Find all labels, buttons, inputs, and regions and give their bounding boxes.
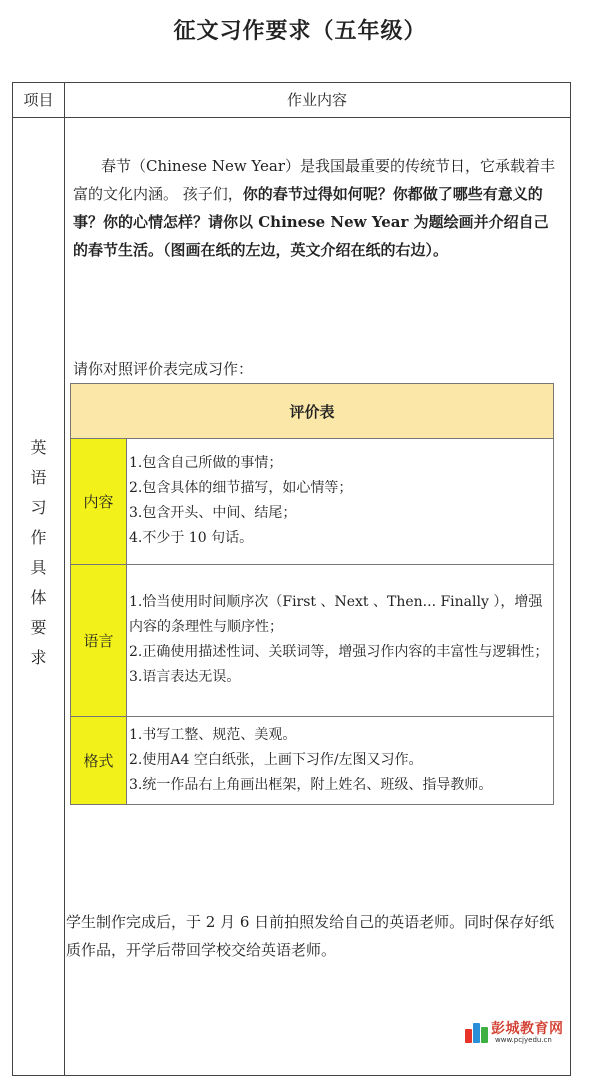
page-title: 征文习作要求（五年级） xyxy=(173,19,427,44)
side-label-char: 英 xyxy=(30,438,47,457)
criteria-list xyxy=(127,439,554,565)
criterion: 3.语言表达无误。 xyxy=(129,669,241,685)
criterion: 1.书写工整、规范、美观。 xyxy=(129,726,297,743)
instruction-text: 请你对照评价表完成习作： xyxy=(73,360,254,378)
side-label-char: 语 xyxy=(30,468,47,487)
category-language: 语言 xyxy=(71,565,127,717)
criterion: 1.恰当使用时间顺序次（First 、Next 、Then... Finally ），增强内容的条理性与顺序性； xyxy=(129,594,543,635)
requirements-table xyxy=(12,82,571,1076)
site-logo xyxy=(465,1017,573,1047)
criterion: 4.不少于 10 句话。 xyxy=(129,530,254,546)
side-label-char: 习 xyxy=(30,498,47,517)
criterion: 2.正确使用描述性词、关联词等，增强习作内容的丰富性与逻辑性； xyxy=(129,644,549,660)
side-label xyxy=(13,433,64,673)
criterion: 3.包含开头、中间、结尾； xyxy=(129,505,297,521)
criteria-list xyxy=(127,717,554,805)
criteria-list xyxy=(127,565,554,717)
header-item: 项目 xyxy=(23,91,54,109)
evaluation-table xyxy=(70,383,554,805)
criterion: 3.统一作品右上角画出框架，附上姓名、班级、指导教师。 xyxy=(129,776,493,793)
side-label-char: 求 xyxy=(30,648,47,667)
books-icon xyxy=(465,1021,489,1043)
evaluation-title: 评价表 xyxy=(71,384,554,439)
logo-url: www.pcjyedu.cn xyxy=(495,1036,552,1044)
side-label-char: 体 xyxy=(30,588,47,607)
logo-name: 彭城教育网 xyxy=(491,1021,564,1037)
side-label-char: 作 xyxy=(30,528,47,547)
intro-plain: 春节（Chinese New Year）是我国最重要的传统节日，它承载着丰富的文化内涵。 孩子们， xyxy=(73,157,556,203)
side-label-char: 具 xyxy=(30,558,47,577)
category-content: 内容 xyxy=(71,439,127,565)
criterion: 2.使用A4 空白纸张，上画下习作/左图又习作。 xyxy=(129,751,423,768)
criterion: 2.包含具体的细节描写，如心情等； xyxy=(129,480,353,496)
intro-paragraph xyxy=(73,152,560,264)
header-content: 作业内容 xyxy=(286,91,347,109)
category-format: 格式 xyxy=(71,717,127,805)
side-label-char: 要 xyxy=(30,618,47,637)
submission-note: 学生制作完成后，于 2 月 6 日前拍照发给自己的英语老师。同时保存好纸质作品，开学后带回学校交给英语老师。 xyxy=(66,913,555,959)
criterion: 1.包含自己所做的事情； xyxy=(129,455,283,471)
content-cell xyxy=(64,118,570,1075)
intro-bold: 你的春节过得如何呢？你都做了哪些有意义的事？你的心情怎样？请你以 Chinese New Year 为题绘画并介绍自己的春节生活。（图画在纸的左边，英文介绍在纸的右边）。 xyxy=(73,185,549,259)
